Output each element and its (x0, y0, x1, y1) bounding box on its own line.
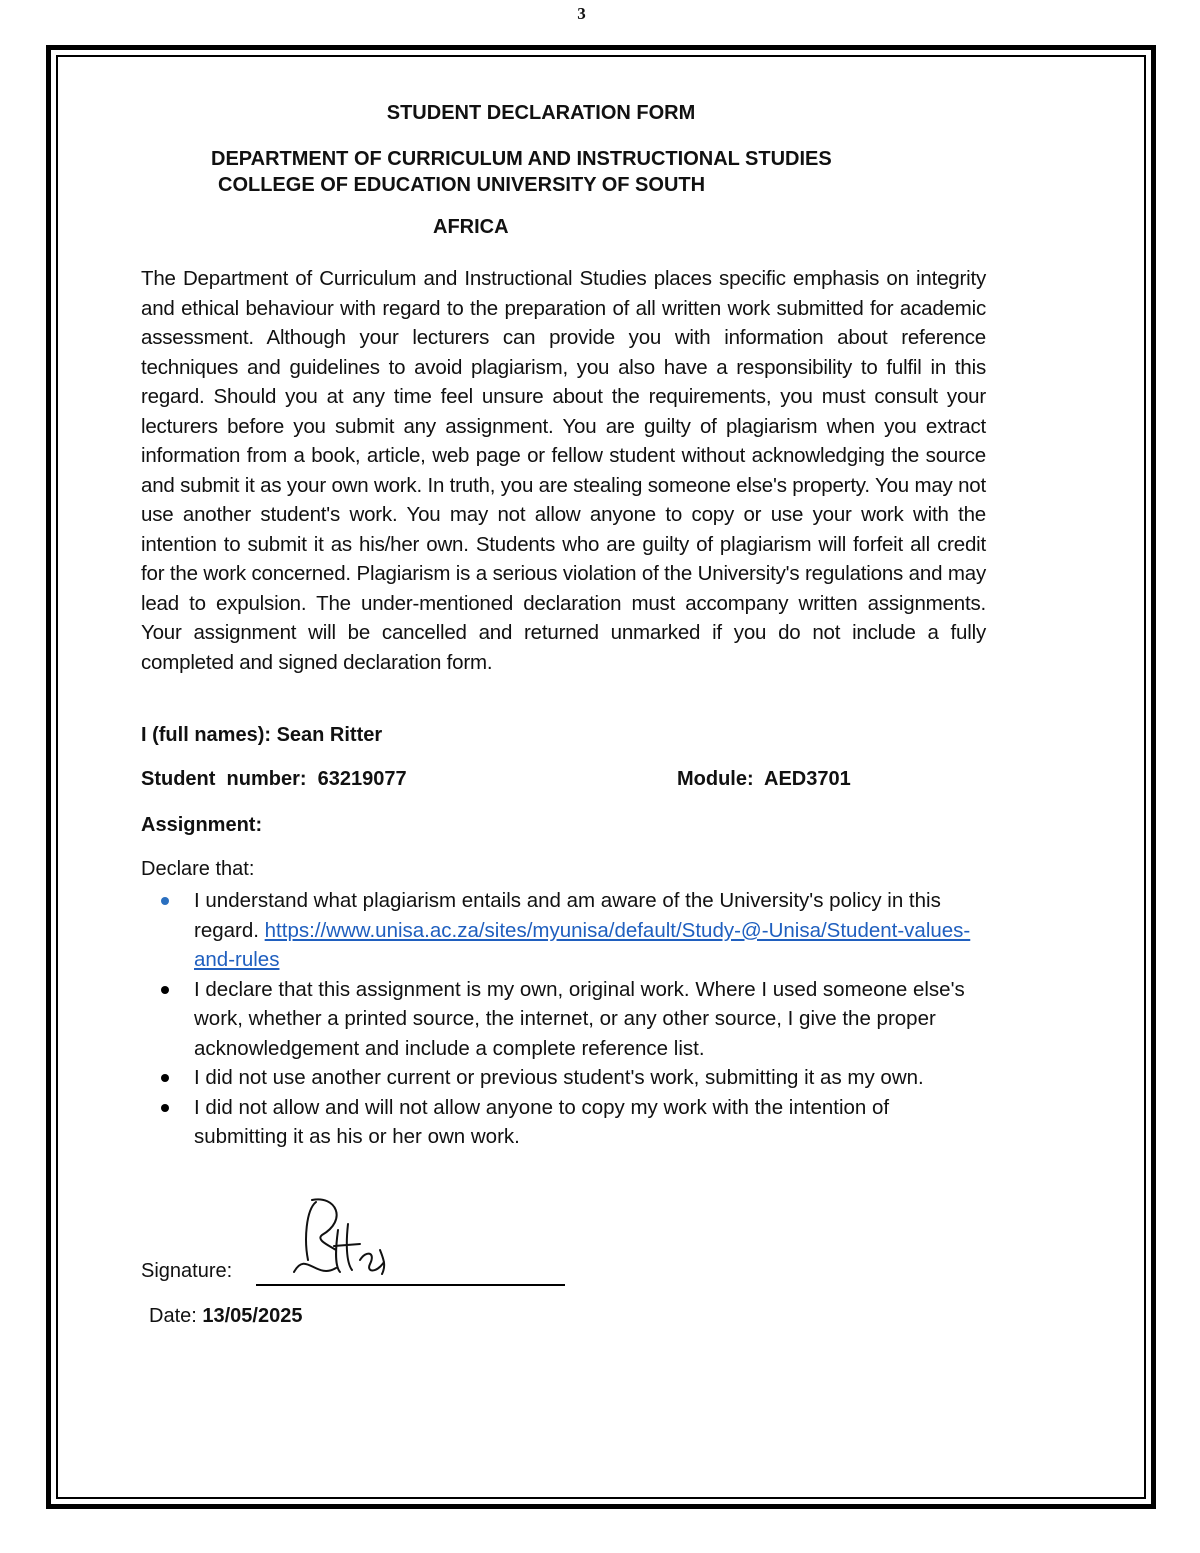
list-item (161, 975, 981, 1064)
date-value: 13/05/2025 (202, 1305, 303, 1327)
bullet-icon (161, 1074, 169, 1082)
student-number-field: Student number: 63219077 (141, 768, 407, 790)
declare-intro: Declare that: (141, 858, 255, 880)
form-title: STUDENT DECLARATION FORM (386, 102, 696, 124)
bullet-icon (161, 1104, 169, 1112)
bullet-icon (161, 986, 169, 994)
page-number: 3 (577, 4, 586, 23)
department-line-2: COLLEGE OF EDUCATION UNIVERSITY OF SOUTH (218, 174, 706, 196)
declaration-list (161, 886, 981, 1152)
signature-label: Signature: (141, 1260, 233, 1282)
policy-link[interactable]: https://www.unisa.ac.za/sites/myunisa/default/Study-@-Unisa/Student-values-and-rules (194, 918, 971, 971)
assignment-field: Assignment: (141, 814, 263, 836)
list-item (161, 1093, 981, 1152)
module-field: Module: AED3701 (677, 768, 851, 790)
declaration-item-4: I did not allow and will not allow anyone to copy my work with the intention of submitting it as his or her own work. (194, 1095, 890, 1148)
policy-paragraph: The Department of Curriculum and Instructional Studies places specific emphasis on integrity and ethical behaviour with regard to the preparation of all written work submitted for academic assessment. Although your lecturers can provide you with information about reference techniques and guidelines to avoid plagiarism, you also have a responsibility to fulfil in this regard. Should you at any time feel unsure about the requirements, you must consult your lecturers before you submit any assignment. You are guilty of plagiarism when you extract information from a book, article, web page or fellow student without acknowledging the source and submit it as your own work. In truth, you are stealing someone else's property. You may not use another student's work. You may not allow anyone to copy or use your work with the intention to submit it as his/her own. Students who are guilty of plagiarism will forfeit all credit for the work concerned. Plagiarism is a serious violation of the University's regulations and may lead to expulsion. The under-mentioned declaration must accompany written assignments. Your assignment will be cancelled and returned unmarked if you do not include a fully completed and signed declaration form. (141, 267, 986, 674)
full-names-field: I (full names): Sean Ritter (141, 724, 383, 746)
date-row (149, 1305, 302, 1328)
declaration-item-1-text: I understand what plagiarism entails and am aware of the University's policy in this regard. (194, 889, 941, 942)
signature-line (256, 1284, 565, 1286)
bullet-icon (161, 897, 169, 905)
date-label: Date: (149, 1305, 203, 1327)
handwritten-signature (276, 1190, 396, 1290)
list-item (161, 886, 981, 975)
department-line-3: AFRICA (433, 216, 509, 238)
department-heading (211, 146, 832, 198)
declaration-item-3: I did not use another current or previous student's work, submitting it as my own. (194, 1066, 924, 1089)
list-item (161, 1063, 981, 1093)
department-line-1: DEPARTMENT OF CURRICULUM AND INSTRUCTIONAL STUDIES (211, 148, 832, 170)
declaration-item-2: I declare that this assignment is my own, original work. Where I used someone else's work, whether a printed source, the internet, or any other source, I give the proper acknowledgement and include a complete reference list. (194, 977, 965, 1060)
